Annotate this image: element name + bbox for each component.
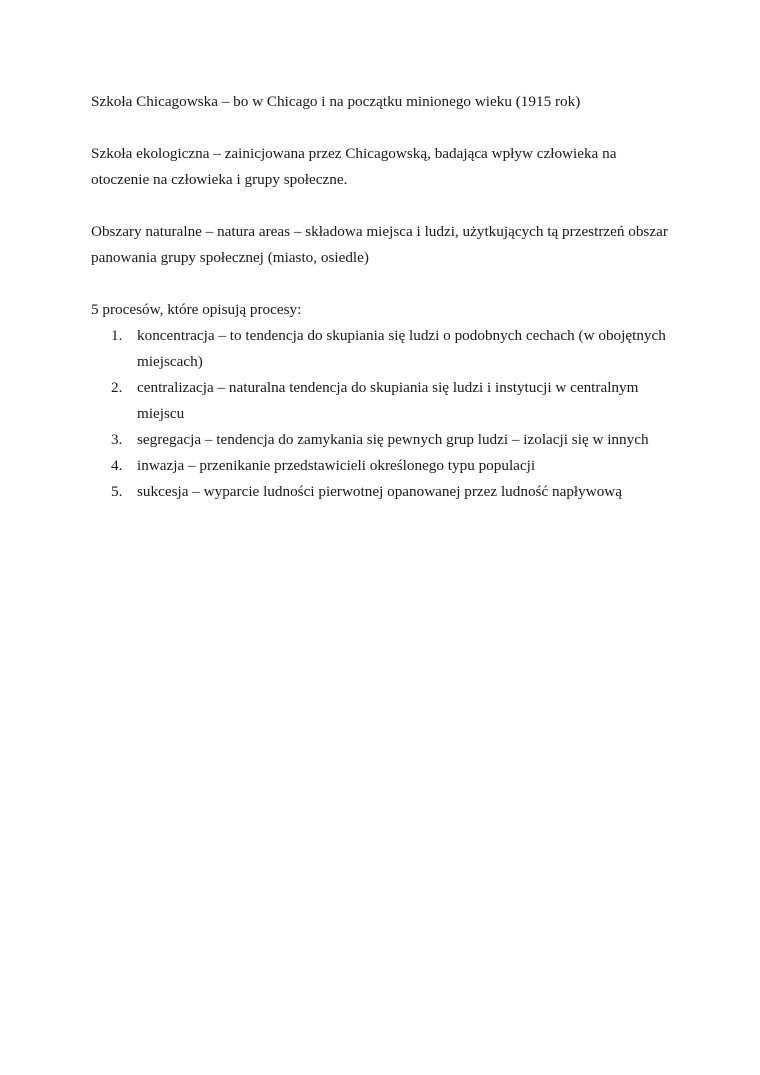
paragraph-ecological-school: Szkoła ekologiczna – zainicjowana przez Chicagowską, badająca wpływ człowieka na otoczenie na człowieka i grupy społeczne. <box>91 145 617 188</box>
list-item-number: 2. <box>111 379 123 396</box>
processes-list <box>91 323 671 505</box>
paragraph-chicago-school: Szkoła Chicagowska – bo w Chicago i na początku minionego wieku (1915 rok) <box>91 93 581 110</box>
list-item <box>91 453 671 479</box>
list-item <box>91 323 671 375</box>
list-item <box>91 427 671 453</box>
list-item-text: inwazja – przenikanie przedstawicieli określonego typu populacji <box>137 457 536 474</box>
list-item <box>91 479 671 505</box>
list-item-number: 4. <box>111 457 123 474</box>
document-body <box>91 89 671 505</box>
list-item <box>91 375 671 427</box>
list-intro: 5 procesów, które opisują procesy: <box>91 301 302 318</box>
list-item-text: centralizacja – naturalna tendencja do skupiania się ludzi i instytucji w centralnym miejscu <box>137 379 639 422</box>
list-item-text: sukcesja – wyparcie ludności pierwotnej opanowanej przez ludność napływową <box>137 483 622 500</box>
paragraph-natural-areas: Obszary naturalne – natura areas – składowa miejsca i ludzi, użytkujących tą przestrzeń obszar panowania grupy społecznej (miasto, osiedle) <box>91 223 668 266</box>
list-item-text: koncentracja – to tendencja do skupiania się ludzi o podobnych cechach (w obojętnych miejscach) <box>137 327 666 370</box>
list-item-number: 1. <box>111 327 123 344</box>
list-item-number: 5. <box>111 483 123 500</box>
list-item-text: segregacja – tendencja do zamykania się pewnych grup ludzi – izolacji się w innych <box>137 431 649 448</box>
list-item-number: 3. <box>111 431 123 448</box>
